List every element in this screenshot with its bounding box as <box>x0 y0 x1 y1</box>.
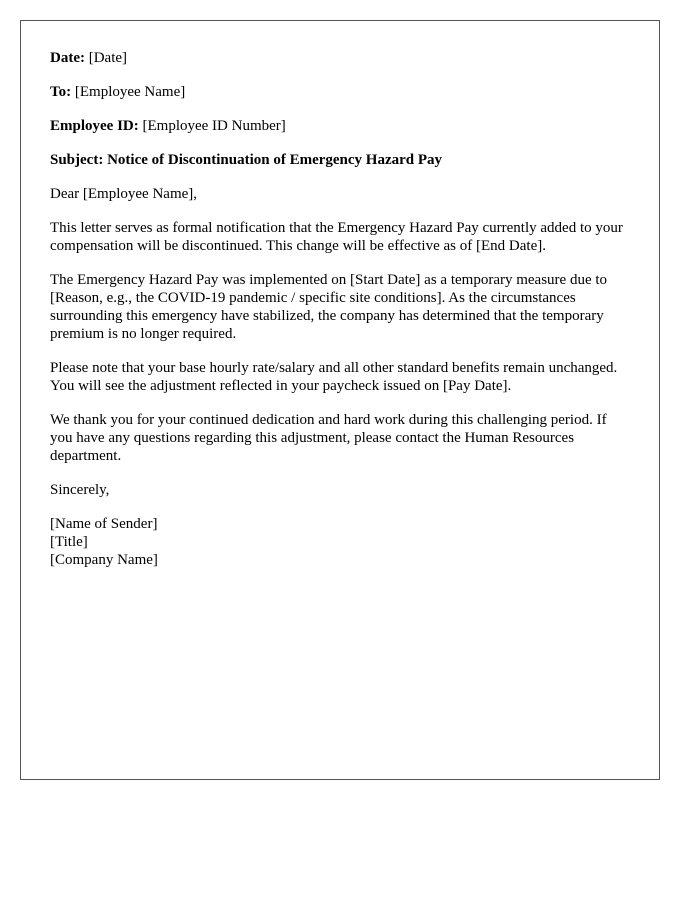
date-label: Date: <box>50 50 85 66</box>
company-name: [Company Name] <box>50 552 158 568</box>
body-paragraph-background: The Emergency Hazard Pay was implemented on [Start Date] as a temporary measure due to [Reason, e.g., the COVID-19 pandemic / specific site conditions]. As the circumstances surrounding this emergency have stabilized, the company has determined that the temporary premium is no longer required. <box>50 272 608 342</box>
sender-name: [Name of Sender] <box>50 516 158 532</box>
valediction: Sincerely, <box>50 482 110 498</box>
date-value: [Date] <box>88 50 128 66</box>
employee-id-value: [Employee ID Number] <box>142 118 286 134</box>
employee-id-label: Employee ID: <box>50 118 139 134</box>
recipient-value: [Employee Name] <box>74 84 186 100</box>
body-paragraph-effective-notice: This letter serves as formal notification that the Emergency Hazard Pay currently added to your compensation will be discontinued. This change will be effective as of [End Date]. <box>50 220 623 254</box>
employee-id-line <box>50 117 630 135</box>
body-paragraph-benefits: Please note that your base hourly rate/salary and all other standard benefits remain unchanged. You will see the adjustment reflected in your paycheck issued on [Pay Date]. <box>50 360 618 394</box>
letter-page <box>20 20 660 780</box>
signature-block <box>50 515 630 569</box>
subject-line: Subject: Notice of Discontinuation of Emergency Hazard Pay <box>50 152 443 168</box>
recipient-line <box>50 83 630 101</box>
salutation: Dear [Employee Name], <box>50 186 198 202</box>
recipient-label: To: <box>50 84 72 100</box>
date-line <box>50 49 630 67</box>
sender-title: [Title] <box>50 534 88 550</box>
body-paragraph-thanks: We thank you for your continued dedication and hard work during this challenging period. If you have any questions regarding this adjustment, please contact the Human Resources department. <box>50 412 607 464</box>
